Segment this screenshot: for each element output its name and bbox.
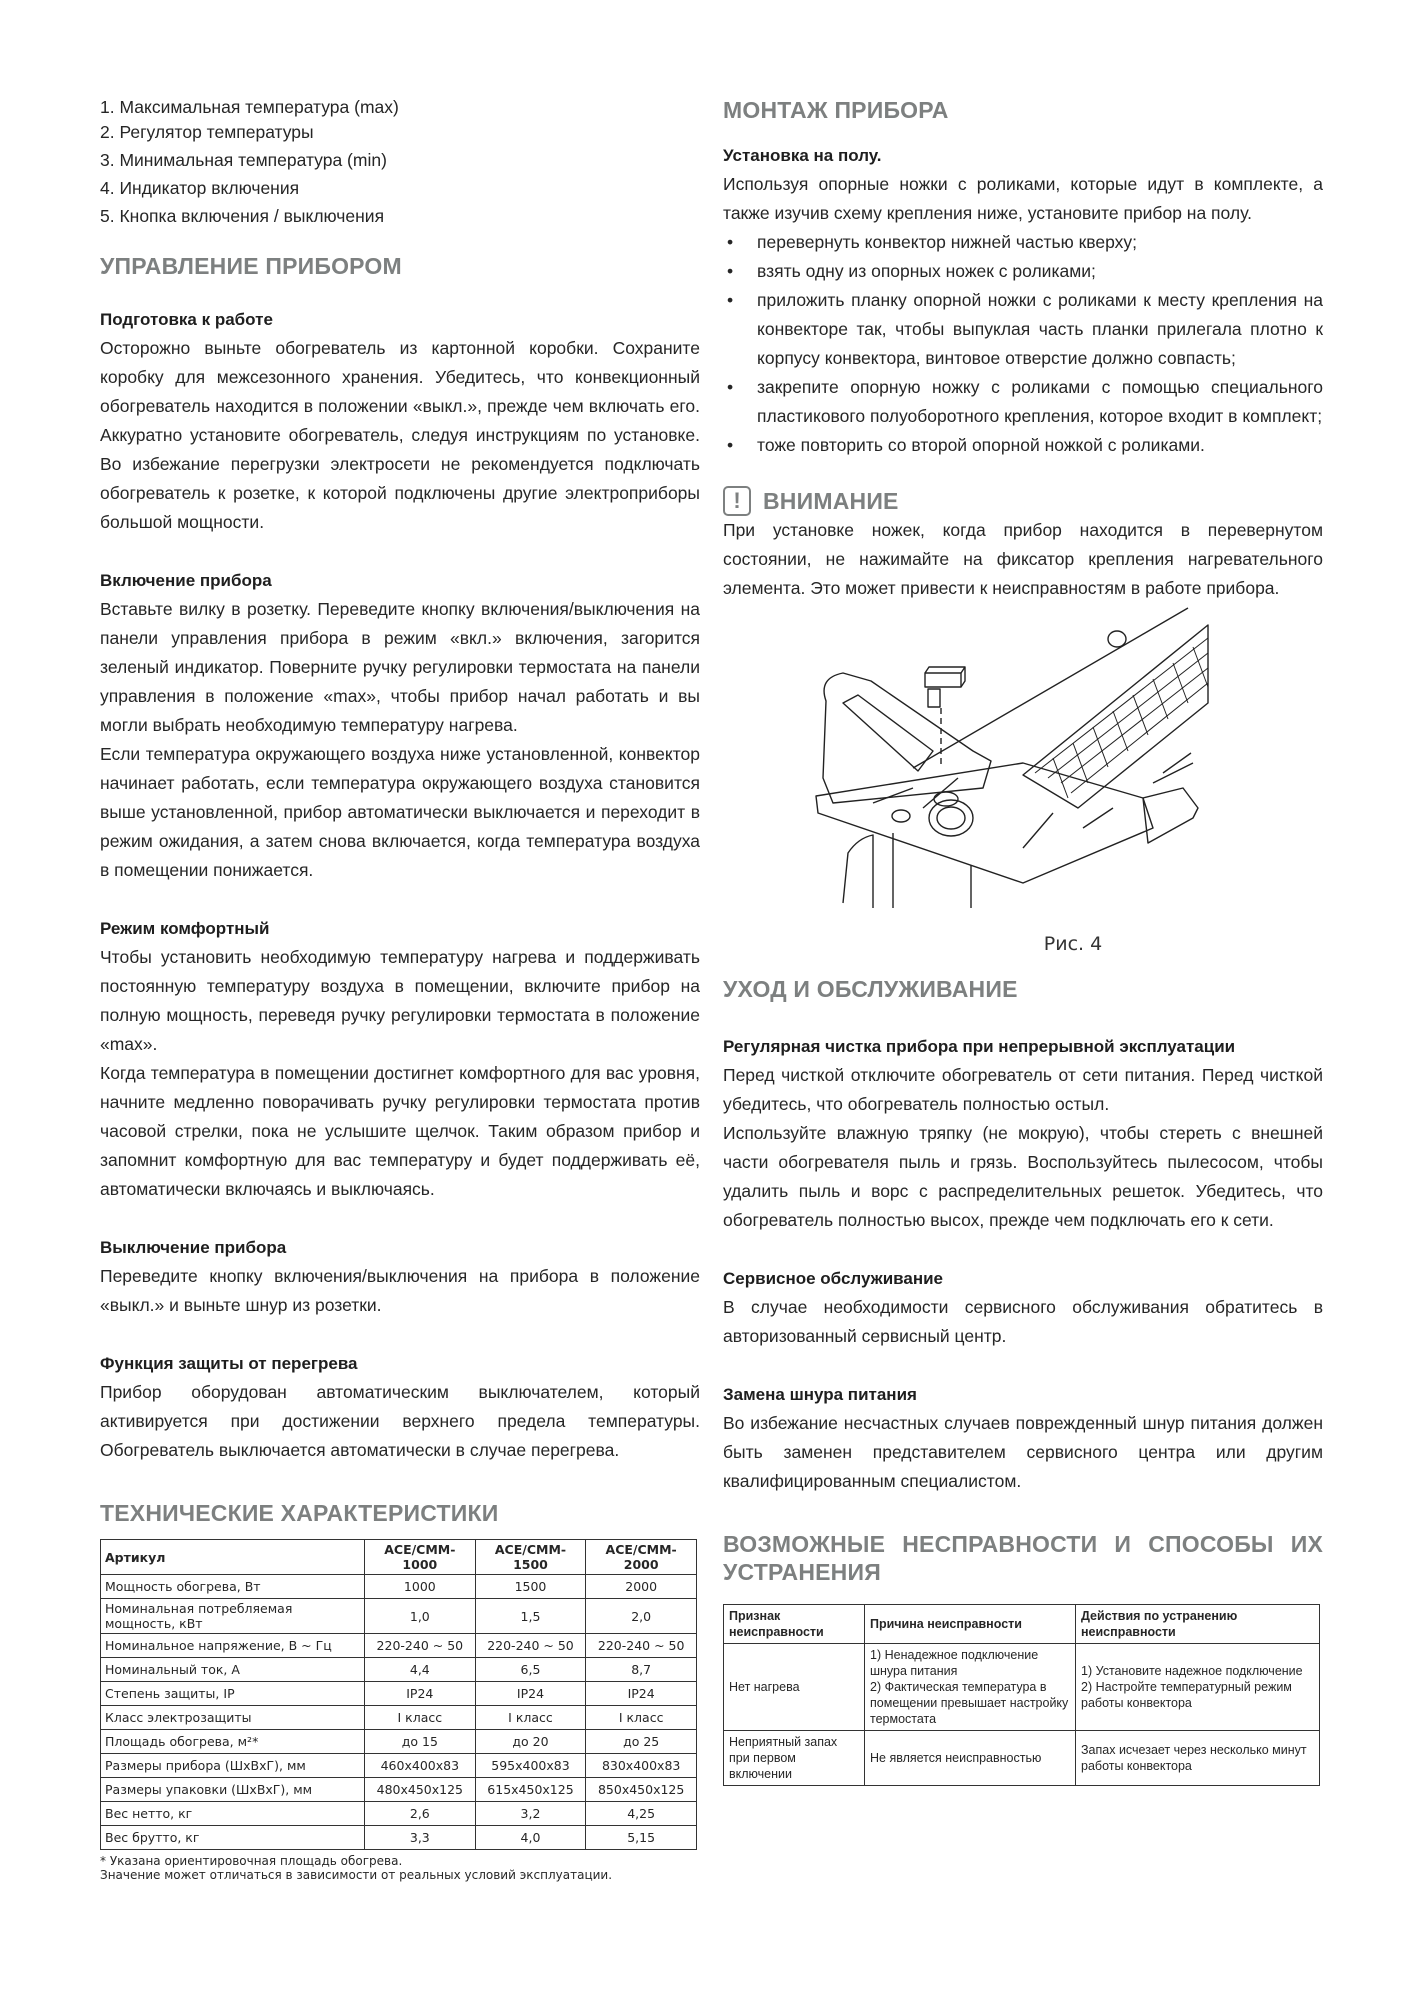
right-column bbox=[723, 96, 1323, 1786]
fault-action bbox=[1076, 1644, 1320, 1731]
install-step-text: закрепите опорную ножку с роликами с помощью специального пластикового полуоборотного крепления, которое входит в комплект; bbox=[757, 377, 1323, 426]
faults-table bbox=[723, 1604, 1320, 1786]
specs-param-name: Площадь обогрева, м²* bbox=[101, 1730, 365, 1754]
specs-param-name: Вес брутто, кг bbox=[101, 1826, 365, 1850]
specs-value: 1,0 bbox=[365, 1599, 476, 1634]
specs-value: 220-240 ~ 50 bbox=[365, 1634, 476, 1658]
paragraph-preparation: Осторожно выньте обогреватель из картонной коробки. Сохраните коробку для межсезонного хранения. Убедитесь, что конвекционный обогреватель находится в положении «выкл.», прежде чем включать его. Аккуратно установите обогреватель, следуя инструкциям по установке. Во избежание перегрузки электросети не рекомендуется подключать обогреватель к розетке, к которой подключены другие электроприборы большой мощности. bbox=[100, 338, 700, 532]
faults-header-cell: Действия по устранению неисправности bbox=[1076, 1605, 1320, 1644]
specs-row bbox=[101, 1575, 697, 1599]
specs-footnote bbox=[100, 1854, 700, 1882]
fault-symptom: Нет нагрева bbox=[724, 1644, 865, 1731]
specs-header-cell: Артикул bbox=[101, 1540, 365, 1575]
specs-value: 1,5 bbox=[475, 1599, 586, 1634]
bullet-icon: • bbox=[727, 232, 734, 252]
specs-row bbox=[101, 1730, 697, 1754]
specs-value: 3,2 bbox=[475, 1802, 586, 1826]
subheading-preparation: Подготовка к работе bbox=[100, 310, 273, 329]
install-step bbox=[723, 286, 1323, 373]
legend-item: 1. Максимальная температура (max) bbox=[100, 97, 399, 117]
specs-value: 830x400x83 bbox=[586, 1754, 697, 1778]
bullet-icon: • bbox=[727, 290, 734, 310]
legend-item: 3. Минимальная температура (min) bbox=[100, 150, 387, 170]
paragraph-overheat: Прибор оборудован автоматическим выключателем, который активируется при достижении верхнего предела температуры. Обогреватель выключается автоматически в случае перегрева. bbox=[100, 1382, 700, 1460]
specs-row bbox=[101, 1658, 697, 1682]
fault-action-line: 2) Настройте температурный режим работы конвектора bbox=[1081, 1680, 1292, 1710]
paragraph-cord: Во избежание несчастных случаев поврежденный шнур питания должен быть заменен представителем сервисного центра или другим квалифицированным специалистом. bbox=[723, 1413, 1323, 1491]
bullet-icon: • bbox=[727, 435, 734, 455]
specs-value: 2000 bbox=[586, 1575, 697, 1599]
install-step-text: приложить планку опорной ножки с роликами к месту крепления на конвекторе так, чтобы выпуклая часть планки прилегала плотно к корпусу конвектора, винтовое отверстие должно совпасть; bbox=[757, 290, 1323, 368]
control-panel-legend bbox=[100, 96, 700, 230]
specs-param-name: Мощность обогрева, Вт bbox=[101, 1575, 365, 1599]
install-step-text: тоже повторить со второй опорной ножкой с роликами. bbox=[757, 435, 1205, 455]
install-step bbox=[723, 228, 1323, 257]
figure-caption: Рис. 4 bbox=[1043, 933, 1103, 955]
specs-value: 460x400x83 bbox=[365, 1754, 476, 1778]
section-title-specs: ТЕХНИЧЕСКИЕ ХАРАКТЕРИСТИКИ bbox=[100, 1500, 499, 1526]
paragraph-comfort-1: Чтобы установить необходимую температуру нагрева и поддерживать постоянную температуру воздуха в помещении, включите прибор на полную мощность, переведя ручку регулировки термостата в положение «max». bbox=[100, 947, 700, 1054]
warning-title: ВНИМАНИЕ bbox=[763, 488, 899, 514]
paragraph-comfort-2: Когда температура в помещении достигнет комфортного для вас уровня, начните медленно поворачивать ручку регулировки термостата против часовой стрелки, пока не услышите щелчок. Таким образом прибор и запомнит комфортную для вас температуру и будет поддерживать её, автоматически включаясь и выключаясь. bbox=[100, 1063, 700, 1199]
fault-action bbox=[1076, 1731, 1320, 1786]
footnote-line: * Указана ориентировочная площадь обогрева. bbox=[100, 1854, 403, 1868]
faults-header-cell: Причина неисправности bbox=[865, 1605, 1076, 1644]
paragraph-service: В случае необходимости сервисного обслуживания обратитесь в авторизованный сервисный центр. bbox=[723, 1297, 1323, 1346]
specs-row bbox=[101, 1599, 697, 1634]
legend-item: 4. Индикатор включения bbox=[100, 178, 300, 198]
specs-value: IP24 bbox=[365, 1682, 476, 1706]
warning-header bbox=[723, 486, 1323, 516]
subheading-comfort: Режим комфортный bbox=[100, 919, 270, 938]
subheading-power-on: Включение прибора bbox=[100, 571, 272, 590]
specs-header-cell: ACE/CMM-1500 bbox=[475, 1540, 586, 1575]
specs-row bbox=[101, 1754, 697, 1778]
fault-action-line: 1) Установите надежное подключение bbox=[1081, 1664, 1303, 1678]
faults-table-body bbox=[724, 1644, 1320, 1786]
legend-item: 5. Кнопка включения / выключения bbox=[100, 206, 385, 226]
specs-value: 220-240 ~ 50 bbox=[475, 1634, 586, 1658]
specs-value: 2,0 bbox=[586, 1599, 697, 1634]
specs-row bbox=[101, 1634, 697, 1658]
fault-cause bbox=[865, 1731, 1076, 1786]
section-title-mounting: МОНТАЖ ПРИБОРА bbox=[723, 97, 949, 123]
specs-value: 4,4 bbox=[365, 1658, 476, 1682]
specs-value: 8,7 bbox=[586, 1658, 697, 1682]
specs-row bbox=[101, 1706, 697, 1730]
specs-row bbox=[101, 1826, 697, 1850]
specs-param-name: Номинальная потребляемая мощность, кВт bbox=[101, 1599, 365, 1634]
paragraph-power-on-2: Если температура окружающего воздуха ниже установленной, конвектор начинает работать, если температура окружающего воздуха становится выше установленной, прибор автоматически выключается и переходит в режим ожидания, а затем снова включается, когда температура воздуха в помещении понижается. bbox=[100, 744, 700, 880]
paragraph-cleaning-1: Перед чисткой отключите обогреватель от сети питания. Перед чисткой убедитесь, что обогреватель полностью остыл. bbox=[723, 1065, 1323, 1114]
specs-value: I класс bbox=[365, 1706, 476, 1730]
specs-param-name: Номинальный ток, А bbox=[101, 1658, 365, 1682]
fault-symptom: Неприятный запах при первом включении bbox=[724, 1731, 865, 1786]
faults-row bbox=[724, 1731, 1320, 1786]
faults-header-row bbox=[724, 1605, 1320, 1644]
faults-header-cell: Признак неисправности bbox=[724, 1605, 865, 1644]
paragraph-cleaning-2: Используйте влажную тряпку (не мокрую), чтобы стереть с внешней части обогревателя пыль и грязь. Воспользуйтесь пылесосом, чтобы удалить пыль и ворс с распределительных решеток. Убедитесь, что обогреватель полностью высох, прежде чем подключать его к сети. bbox=[723, 1123, 1323, 1230]
specs-row bbox=[101, 1778, 697, 1802]
figure-4-illustration bbox=[723, 603, 1323, 933]
specs-row bbox=[101, 1682, 697, 1706]
specs-header-cell: ACE/CMM-1000 bbox=[365, 1540, 476, 1575]
fault-cause-line: 2) Фактическая температура в помещении превышает настройку термостата bbox=[870, 1680, 1069, 1726]
subheading-cord: Замена шнура питания bbox=[723, 1385, 917, 1404]
specs-param-name: Вес нетто, кг bbox=[101, 1802, 365, 1826]
specs-table bbox=[100, 1539, 697, 1850]
specs-value: 3,3 bbox=[365, 1826, 476, 1850]
fault-cause bbox=[865, 1644, 1076, 1731]
bullet-icon: • bbox=[727, 261, 734, 281]
specs-param-name: Класс электрозащиты bbox=[101, 1706, 365, 1730]
specs-param-name: Степень защиты, IP bbox=[101, 1682, 365, 1706]
specs-value: 2,6 bbox=[365, 1802, 476, 1826]
specs-value: 220-240 ~ 50 bbox=[586, 1634, 697, 1658]
section-title-maintenance: УХОД И ОБСЛУЖИВАНИЕ bbox=[723, 976, 1018, 1002]
specs-header-row bbox=[101, 1540, 697, 1575]
specs-value: 6,5 bbox=[475, 1658, 586, 1682]
subheading-overheat: Функция защиты от перегрева bbox=[100, 1354, 358, 1373]
warning-icon: ! bbox=[723, 486, 751, 516]
install-step bbox=[723, 257, 1323, 286]
legend-item: 2. Регулятор температуры bbox=[100, 122, 314, 142]
specs-table-body bbox=[101, 1575, 697, 1850]
specs-value: 4,25 bbox=[586, 1802, 697, 1826]
install-step-text: взять одну из опорных ножек с роликами; bbox=[757, 261, 1096, 281]
faults-row bbox=[724, 1644, 1320, 1731]
specs-value: 850x450x125 bbox=[586, 1778, 697, 1802]
fault-cause-line: Не является неисправностью bbox=[870, 1751, 1042, 1765]
specs-param-name: Номинальное напряжение, В ~ Гц bbox=[101, 1634, 365, 1658]
specs-value: I класс bbox=[586, 1706, 697, 1730]
specs-row bbox=[101, 1802, 697, 1826]
specs-param-name: Размеры прибора (ШхВхГ), мм bbox=[101, 1754, 365, 1778]
install-steps-list bbox=[723, 228, 1323, 460]
paragraph-power-off: Переведите кнопку включения/выключения на прибора в положение «выкл.» и выньте шнур из розетки. bbox=[100, 1266, 700, 1315]
specs-value: до 25 bbox=[586, 1730, 697, 1754]
specs-value: IP24 bbox=[586, 1682, 697, 1706]
fault-cause-line: 1) Ненадежное подключение шнура питания bbox=[870, 1648, 1039, 1678]
footnote-line: Значение может отличаться в зависимости от реальных условий эксплуатации. bbox=[100, 1868, 613, 1882]
specs-value: 615x450x125 bbox=[475, 1778, 586, 1802]
specs-value: 480x450x125 bbox=[365, 1778, 476, 1802]
section-title-control: УПРАВЛЕНИЕ ПРИБОРОМ bbox=[100, 253, 402, 279]
specs-param-name: Размеры упаковки (ШхВхГ), мм bbox=[101, 1778, 365, 1802]
specs-value: IP24 bbox=[475, 1682, 586, 1706]
specs-value: 1000 bbox=[365, 1575, 476, 1599]
specs-value: I класс bbox=[475, 1706, 586, 1730]
left-column bbox=[100, 96, 700, 1882]
install-step bbox=[723, 431, 1323, 460]
specs-value: до 20 bbox=[475, 1730, 586, 1754]
section-title-faults: ВОЗМОЖНЫЕ НЕСПРАВНОСТИ И СПОСОБЫ ИХ УСТРАНЕНИЯ bbox=[723, 1531, 1323, 1585]
specs-value: 1500 bbox=[475, 1575, 586, 1599]
subheading-floor-install: Установка на полу. bbox=[723, 146, 882, 165]
fault-action-line: Запах исчезает через несколько минут работы конвектора bbox=[1081, 1743, 1307, 1773]
paragraph-power-on-1: Вставьте вилку в розетку. Переведите кнопку включения/выключения на панели управления прибора в режим «вкл.» включения, загорится зеленый индикатор. Поверните ручку регулировки термостата на панели управления в положение «max», чтобы прибор начал работать и вы могли выбрать необходимую температуру нагрева. bbox=[100, 599, 700, 735]
subheading-cleaning: Регулярная чистка прибора при непрерывной эксплуатации bbox=[723, 1037, 1236, 1056]
specs-value: 4,0 bbox=[475, 1826, 586, 1850]
convector-leg-mounting-drawing bbox=[723, 603, 1323, 933]
specs-value: 595x400x83 bbox=[475, 1754, 586, 1778]
bullet-icon: • bbox=[727, 377, 734, 397]
install-step-text: перевернуть конвектор нижней частью кверху; bbox=[757, 232, 1138, 252]
paragraph-floor-install: Используя опорные ножки с роликами, которые идут в комплекте, а также изучив схему крепления ниже, установите прибор на полу. bbox=[723, 174, 1323, 223]
subheading-power-off: Выключение прибора bbox=[100, 1238, 287, 1257]
install-step bbox=[723, 373, 1323, 431]
specs-header-cell: ACE/CMM-2000 bbox=[586, 1540, 697, 1575]
subheading-service: Сервисное обслуживание bbox=[723, 1269, 944, 1288]
specs-value: до 15 bbox=[365, 1730, 476, 1754]
specs-value: 5,15 bbox=[586, 1826, 697, 1850]
warning-text: При установке ножек, когда прибор находится в перевернутом состоянии, не нажимайте на фиксатор крепления нагревательного элемента. Это может привести к неисправностям в работе прибора. bbox=[723, 520, 1323, 598]
